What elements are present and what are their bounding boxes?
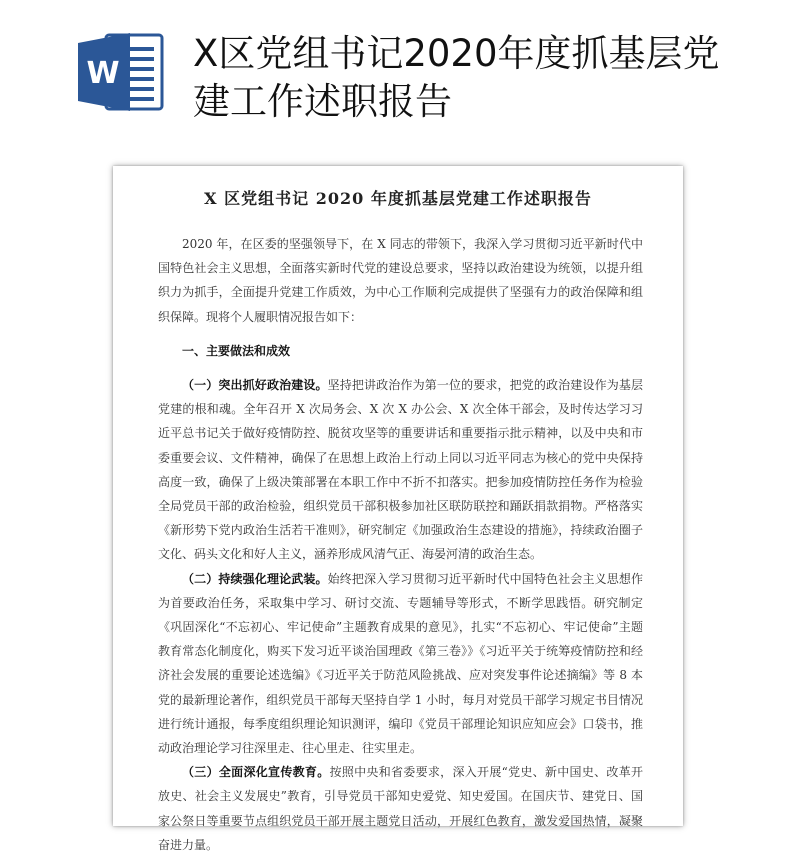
item-text: 按照中央和省委要求，深入开展“党史、新中国史、改革开放史、社会主义发展史”教育，引导党员干部知史爱党、知史爱国。在国庆节、建党日、国家公祭日等重要节点组织党员干部开展主题党日活动，开展红色教育，激发爱国热情，凝聚奋进力量。 [158, 765, 643, 852]
document-page [113, 166, 683, 852]
word-document-icon [78, 33, 164, 111]
item-text: 坚持把讲政治作为第一位的要求，把党的政治建设作为基层党建的根和魂。全年召开 X 次局务会、X 次 X 办公会、X 次全体干部会，及时传达学习习近平总书记关于做好疫情防控、脱贫攻坚等的重要讲话和重要指示批示精神，以及中央和市委重要会议、文件精神，确保了在思想上政治上行动上同以习近平同志为核心的党中央保持高度一致，确保了上级决策部署在本职工作中不折不扣落实。把参加疫情防控任务作为检验全局党员干部的政治检验，组织党员干部积极参加社区联防联控和踊跃捐款捐物。严格落实《新形势下党内政治生活若干准则》，研究制定《加强政治生态建设的措施》，持续政治圈子文化、码头文化和好人主义，涵养形成风清气正、海晏河清的政治生态。 [158, 378, 643, 562]
item-text: 始终把深入学习贯彻习近平新时代中国特色社会主义思想作为首要政治任务，采取集中学习、研讨交流、专题辅导等形式，不断学思践悟。研究制定《巩固深化“不忘初心、牢记使命”主题教育成果的意见》，扎实“不忘初心、牢记使命”主题教育常态化制度化，购买下发习近平谈治国理政《第三卷》》《习近平关于统筹疫情防控和经济社会发展的重要论述选编》《习近平关于防范风险挑战、应对突发事件论述摘编》等 8 本党的最新理论著作，组织党员干部每天坚持自学 1 小时，每月对党员干部学习规定书目情况进行统计通报，每季度组织理论知识测评，编印《党员干部理论知识应知应会》口袋书，推动政治理论学习往深里走、往心里走、往实里走。 [158, 571, 643, 756]
section-heading: 一、主要做法和成效 [182, 343, 291, 358]
paragraph-item-1 [158, 373, 643, 567]
document-title: X 区党组书记 2020 年度抓基层党建工作述职报告 [204, 189, 592, 208]
item-lead: （一）突出抓好政治建设。 [182, 378, 328, 393]
word-icon-letter: W [86, 56, 120, 91]
item-lead: （二）持续强化理论武装。 [182, 571, 328, 586]
document-body [158, 232, 643, 857]
item-lead: （三）全面深化宣传教育。 [182, 765, 330, 780]
intro-paragraph: 2020 年，在区委的坚强领导下，在 X 同志的带领下，我深入学习贯彻习近平新时代中国特色社会主义思想，全面落实新时代党的建设总要求，坚持以政治建设为统领，以提升组织力为抓手，全面提升党建工作质效，为中心工作顺利完成提供了坚强有力的政治保障和组织保障。现将个人履职情况报告如下： [158, 237, 643, 324]
paragraph-item-2 [158, 567, 643, 761]
paragraph-item-3 [158, 760, 643, 857]
page-title: X区党组书记2020年度抓基层党建工作述职报告 [193, 32, 720, 123]
